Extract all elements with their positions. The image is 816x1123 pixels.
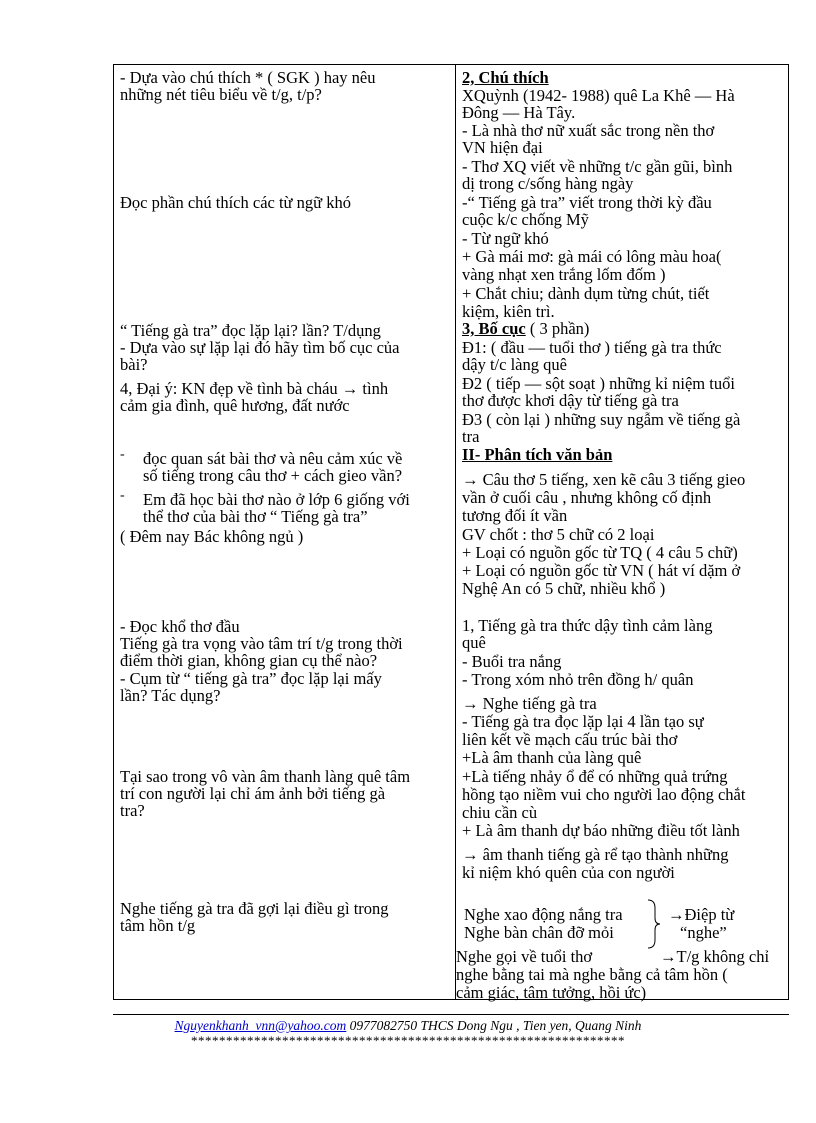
left-task-5-line-1: đọc quan sát bài thơ và nêu cảm xúc về — [143, 449, 403, 468]
footer-contact — [0, 1018, 816, 1033]
right-analysis-line: → Câu thơ 5 tiếng, xen kẽ câu 3 tiếng gieo — [462, 470, 746, 489]
right-note-line: kiệm, kiên trì. — [462, 302, 555, 321]
left-question-9-line-2: tâm hồn t/g — [120, 916, 196, 935]
left-question-7-line-3: điểm thời gian, không gian cụ thể nào? — [120, 651, 378, 670]
right-verse-line: 1, Tiếng gà tra thức dậy tình cảm làng — [462, 616, 713, 635]
right-note-line: + Gà mái mơ: gà mái có lông màu hoa( — [462, 247, 722, 266]
left-question-8-line-2: trí con người lại chỉ ám ảnh bởi tiếng gà — [120, 784, 386, 803]
right-structure-line: dậy t/c làng quê — [462, 355, 567, 374]
right-analysis-line: + Loại có nguồn gốc từ VN ( hát ví dặm ở — [462, 561, 741, 580]
column-divider — [455, 65, 456, 999]
right-verse-line: - Buổi tra nắng — [462, 652, 562, 671]
left-question-7-line-2: Tiếng gà tra vọng vào tâm trí t/g trong thời — [120, 634, 403, 653]
heading-phan-tich: II- Phân tích văn bản — [462, 445, 613, 464]
right-analysis-line: tương đối ít vần — [462, 506, 568, 525]
right-structure-line: thơ được khơi dậy từ tiếng gà tra — [462, 391, 679, 410]
curly-brace-icon — [646, 898, 662, 950]
left-question-1-line-2: những nét tiêu biểu về t/g, t/p? — [120, 85, 322, 104]
left-task-6-line-3: ( Đêm nay Bác không ngủ ) — [120, 527, 304, 546]
left-question-8-line-1: Tại sao trong vô vàn âm thanh làng quê tâm — [120, 767, 411, 786]
right-verse-line: kỉ niệm khó quên của con người — [462, 863, 675, 882]
footer-info: 0977082750 THCS Dong Ngu , Tien yen, Quang Ninh — [346, 1018, 642, 1033]
left-task-6-line-1: Em đã học bài thơ nào ở lớp 6 giống với — [143, 490, 410, 509]
footer-rule — [113, 1014, 789, 1015]
right-verse-line: +Là tiếng nhảy ổ để có những quả trứng — [462, 767, 728, 786]
right-verse-line: chiu cần cù — [462, 803, 538, 822]
right-note-line: XQuỳnh (1942- 1988) quê La Khê — Hà — [462, 86, 735, 105]
left-question-9-line-1: Nghe tiếng gà tra đã gợi lại điều gì trong — [120, 899, 389, 918]
right-verse-line: quê — [462, 633, 486, 652]
right-structure-line: tra — [462, 427, 480, 446]
right-verse-line: +Là âm thanh của làng quê — [462, 748, 642, 767]
brace-result-line-2: “nghe” — [680, 923, 727, 942]
right-structure-line: Đ3 ( còn lại ) những suy ngẫm về tiếng gà — [462, 410, 741, 429]
bullet-icon: - — [120, 488, 125, 503]
right-analysis-line: Nghệ An có 5 chữ, nhiều khổ ) — [462, 579, 666, 598]
heading-bo-cuc: 3, Bố cục — [462, 319, 526, 338]
right-note-line: VN hiện đại — [462, 138, 543, 157]
right-verse-line: → âm thanh tiếng gà rể tạo thành những — [462, 845, 729, 864]
left-question-3-line-1: “ Tiếng gà tra” đọc lặp lại? lần? T/dụng — [120, 321, 381, 340]
left-question-7-line-4: - Cụm từ “ tiếng gà tra” đọc lặp lại mấy — [120, 669, 382, 688]
right-verse-line: liên kết về mạch cấu trúc bài thơ — [462, 730, 678, 749]
right-verse-line: - Tiếng gà tra đọc lặp lại 4 lần tạo sự — [462, 712, 704, 731]
right-note-line: - Là nhà thơ nữ xuất sắc trong nền thơ — [462, 121, 715, 140]
right-final-line-2: nghe bằng tai mà nghe bằng cả tâm hồn ( — [456, 965, 728, 984]
left-question-3-line-2: - Dựa vào sự lặp lại đó hãy tìm bố cục của — [120, 338, 400, 357]
heading-bo-cuc-suffix: ( 3 phần) — [525, 319, 590, 338]
brace-line-1: Nghe xao động nắng tra — [464, 905, 623, 924]
right-analysis-line: vần ở cuối câu , nhưng không cố định — [462, 488, 712, 507]
right-note-line: vàng nhạt xen trắng lốm đốm ) — [462, 265, 666, 284]
right-note-line: cuộc k/c chống Mỹ — [462, 210, 589, 229]
right-final-line-1b: →T/g không chỉ — [660, 947, 770, 966]
left-task-5-line-2: số tiếng trong câu thơ + cách gieo vần? — [143, 466, 403, 485]
right-analysis-line: GV chốt : thơ 5 chữ có 2 loại — [462, 525, 655, 544]
brace-line-2: Nghe bàn chân đỡ mỏi — [464, 923, 614, 942]
right-verse-line: + Là âm thanh dự báo những điều tốt lành — [462, 821, 740, 840]
right-verse-line: hồng tạo niềm vui cho người lao động chắt — [462, 785, 746, 804]
left-question-7-line-1: - Đọc khổ thơ đầu — [120, 617, 240, 636]
footer-email-link[interactable]: Nguyenkhanh_vnn@yahoo.com — [174, 1018, 347, 1033]
right-note-line: dị trong c/sống hàng ngày — [462, 174, 634, 193]
left-question-3-line-3: bài? — [120, 355, 148, 374]
left-instruction-2: Đọc phần chú thích các từ ngữ khó — [120, 193, 351, 212]
left-question-1-line-1: - Dựa vào chú thích * ( SGK ) hay nêu — [120, 68, 376, 87]
right-note-line: - Từ ngữ khó — [462, 229, 549, 248]
right-verse-line: → Nghe tiếng gà tra — [462, 694, 597, 713]
right-structure-line: Đ1: ( đầu — tuổi thơ ) tiếng gà tra thức — [462, 338, 722, 357]
right-note-line: + Chắt chiu; dành dụm từng chút, tiết — [462, 284, 710, 303]
left-question-7-line-5: lần? Tác dụng? — [120, 686, 221, 705]
right-analysis-line: + Loại có nguồn gốc từ TQ ( 4 câu 5 chữ) — [462, 543, 738, 562]
left-main-idea-line-2: cảm gia đình, quê hương, đất nước — [120, 396, 350, 415]
heading-chu-thich: 2, Chú thích — [462, 68, 549, 87]
right-note-line: - Thơ XQ viết về những t/c gần gũi, bình — [462, 157, 733, 176]
footer-stars: ************************************************************** — [191, 1033, 625, 1048]
brace-result-line-1: →Điệp từ — [668, 905, 735, 924]
right-note-line: Đông — Hà Tây. — [462, 103, 576, 122]
left-question-8-line-3: tra? — [120, 801, 145, 820]
right-verse-line: - Trong xóm nhỏ trên đồng h/ quân — [462, 670, 694, 689]
left-main-idea-line-1: 4, Đại ý: KN đẹp về tình bà cháu → tình — [120, 379, 389, 398]
right-final-line-1a: Nghe gọi về tuổi thơ — [456, 947, 593, 966]
right-note-line: -“ Tiếng gà tra” viết trong thời kỳ đầu — [462, 193, 712, 212]
right-structure-line: Đ2 ( tiếp — sột soạt ) những kỉ niệm tuổi — [462, 374, 735, 393]
right-final-line-3: cảm giác, tâm tưởng, hồi ức) — [456, 983, 647, 1002]
bullet-icon: - — [120, 447, 125, 462]
left-task-6-line-2: thể thơ của bài thơ “ Tiếng gà tra” — [143, 507, 368, 526]
heading-bo-cuc-row — [462, 320, 589, 337]
